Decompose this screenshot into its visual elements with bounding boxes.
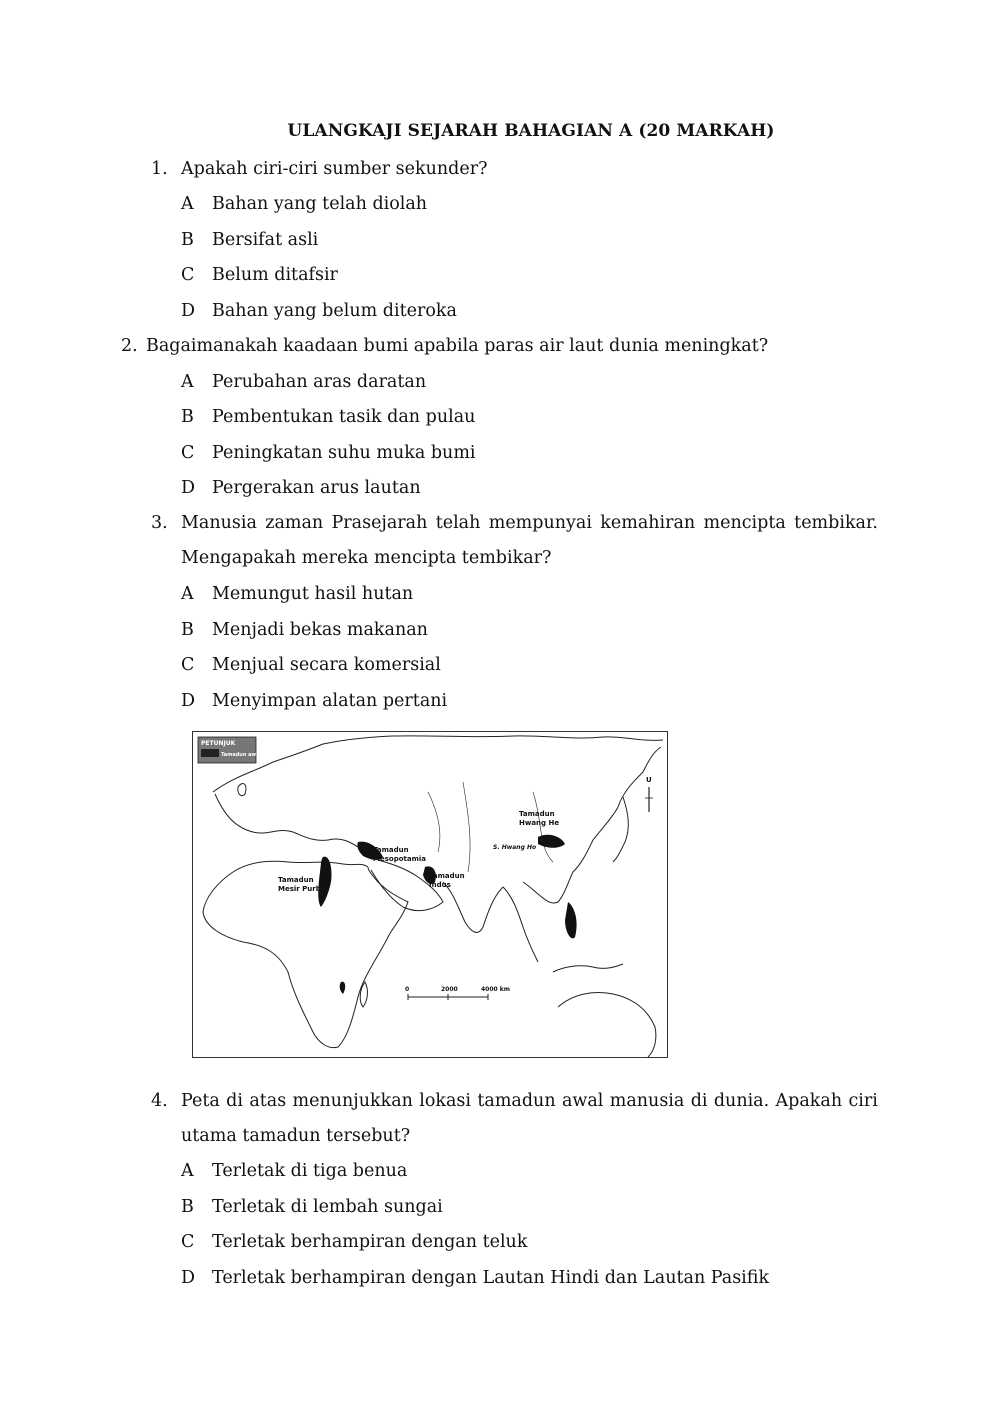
label-mesopotamia-line2: Mesopotamia bbox=[373, 855, 426, 863]
world-map-figure bbox=[192, 731, 668, 1058]
option-text[interactable]: Terletak berhampiran dengan teluk bbox=[212, 1232, 528, 1252]
option-text[interactable]: Terletak berhampiran dengan Lautan Hindi dan Lautan Pasifik bbox=[212, 1268, 770, 1288]
page-title: ULANGKAJI SEJARAH BAHAGIAN A (20 MARKAH) bbox=[287, 121, 775, 141]
coastline-australia bbox=[558, 993, 656, 1057]
option-letter: B bbox=[181, 230, 194, 250]
area-africa-lake bbox=[340, 982, 345, 994]
option-letter: C bbox=[181, 1232, 195, 1252]
legend-title: PETUNJUK bbox=[201, 740, 236, 747]
area-egypt bbox=[318, 857, 331, 907]
label-hwang-he-line2: Hwang He bbox=[519, 819, 560, 827]
option-letter: A bbox=[181, 1161, 194, 1181]
option-text[interactable]: Memungut hasil hutan bbox=[212, 584, 414, 604]
option-text[interactable]: Bahan yang telah diolah bbox=[212, 194, 428, 214]
option-text[interactable]: Bahan yang belum diteroka bbox=[212, 301, 457, 321]
option-text[interactable]: Menjadi bekas makanan bbox=[212, 620, 428, 640]
label-mesir-line1: Tamadun bbox=[278, 876, 314, 884]
area-hwang-he bbox=[538, 835, 565, 848]
map-legend bbox=[198, 737, 262, 763]
option-letter: C bbox=[181, 443, 195, 463]
option-letter: D bbox=[181, 478, 196, 498]
question-text-line2: utama tamadun tersebut? bbox=[181, 1126, 411, 1146]
question-text-line1: Manusia zaman Prasejarah telah mempunyai kemahiran mencipta tembikar. bbox=[181, 513, 878, 533]
option-text[interactable]: Terletak di tiga benua bbox=[212, 1161, 408, 1181]
north-arrow-icon bbox=[645, 776, 653, 812]
coastline-india bbox=[443, 882, 503, 932]
question-text: Apakah ciri-ciri sumber sekunder? bbox=[181, 159, 488, 179]
option-text[interactable]: Belum ditafsir bbox=[212, 265, 338, 285]
scale-4000: 4000 km bbox=[481, 986, 511, 993]
option-letter: B bbox=[181, 620, 194, 640]
question-number: 1. bbox=[151, 159, 168, 179]
label-river-hwang: S. Hwang Ho bbox=[493, 844, 537, 851]
question-text-line2: Mengapakah mereka mencipta tembikar? bbox=[181, 548, 552, 568]
option-text[interactable]: Perubahan aras daratan bbox=[212, 372, 427, 392]
option-text[interactable]: Peningkatan suhu muka bumi bbox=[212, 443, 476, 463]
question-number: 4. bbox=[151, 1091, 168, 1111]
coastline-east-asia bbox=[618, 747, 661, 807]
option-letter: D bbox=[181, 1268, 196, 1288]
scale-bar bbox=[405, 986, 510, 1000]
question-number: 2. bbox=[121, 336, 138, 356]
label-indus-line2: Indus bbox=[429, 881, 451, 889]
label-mesir-line2: Mesir Purba bbox=[278, 885, 326, 893]
scale-0: 0 bbox=[405, 986, 410, 993]
option-letter: A bbox=[181, 372, 194, 392]
option-text[interactable]: Terletak di lembah sungai bbox=[212, 1197, 443, 1217]
option-text[interactable]: Menyimpan alatan pertani bbox=[212, 691, 448, 711]
area-philippines bbox=[565, 902, 577, 938]
coastline-north bbox=[213, 736, 663, 792]
option-letter: C bbox=[181, 265, 195, 285]
question-text-line1: Peta di atas menunjukkan lokasi tamadun awal manusia di dunia. Apakah ciri bbox=[181, 1091, 878, 1111]
coastline-se-asia bbox=[503, 807, 618, 962]
label-hwang-he-line1: Tamadun bbox=[519, 810, 555, 818]
option-text[interactable]: Pembentukan tasik dan pulau bbox=[212, 407, 476, 427]
north-label: U bbox=[646, 776, 652, 784]
option-letter: C bbox=[181, 655, 195, 675]
coastline-islands bbox=[553, 964, 623, 972]
option-text[interactable]: Bersifat asli bbox=[212, 230, 319, 250]
legend-item: Tamadun awal bbox=[221, 752, 262, 758]
coastline-mediterranean bbox=[233, 861, 368, 872]
label-mesopotamia-line1: Tamadun bbox=[373, 846, 409, 854]
scale-2000: 2000 bbox=[441, 986, 458, 993]
coastline-british-isles bbox=[238, 783, 246, 795]
label-indus-line1: Tamadun bbox=[429, 872, 465, 880]
coastline-europe bbox=[215, 794, 363, 850]
coastline-japan bbox=[613, 797, 628, 862]
option-letter: D bbox=[181, 301, 196, 321]
question-number: 3. bbox=[151, 513, 168, 533]
option-text[interactable]: Pergerakan arus lautan bbox=[212, 478, 421, 498]
question-text: Bagaimanakah kaadaan bumi apabila paras air laut dunia meningkat? bbox=[146, 336, 769, 356]
option-letter: A bbox=[181, 584, 194, 604]
option-letter: B bbox=[181, 407, 194, 427]
coastline-madagascar bbox=[360, 982, 367, 1007]
rivers bbox=[428, 782, 553, 872]
option-letter: A bbox=[181, 194, 194, 214]
map-drawing bbox=[193, 732, 667, 1057]
coastline-africa bbox=[203, 867, 408, 1048]
option-text[interactable]: Menjual secara komersial bbox=[212, 655, 441, 675]
option-letter: D bbox=[181, 691, 196, 711]
option-letter: B bbox=[181, 1197, 194, 1217]
